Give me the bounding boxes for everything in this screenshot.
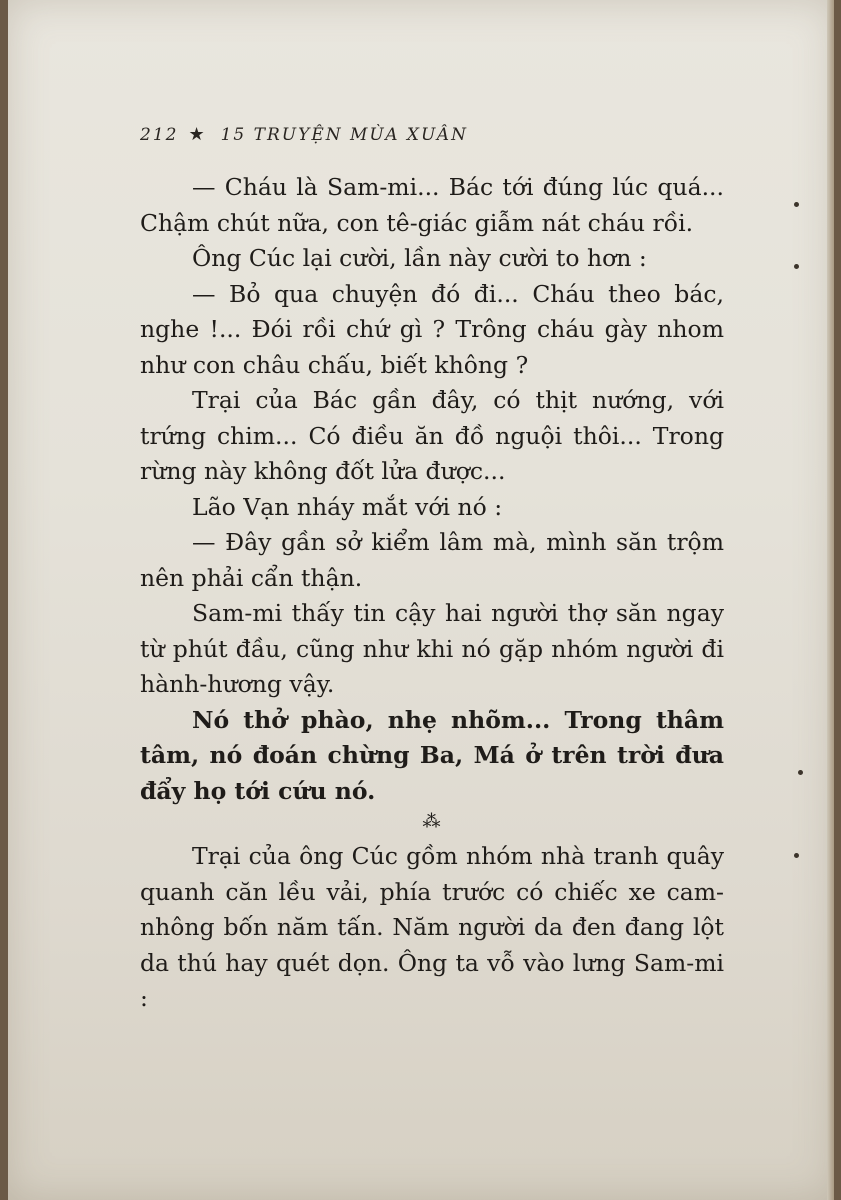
page-edge	[827, 0, 834, 1200]
paper-speck	[794, 264, 799, 269]
star-icon: ★	[188, 124, 207, 145]
paragraph: Sam-mi thấy tin cậy hai người thợ săn ngay từ phút đầu, cũng như khi nó gặp nhóm người đi hành-hương vậy.	[140, 599, 724, 698]
paragraph: Trại của ông Cúc gồm nhóm nhà tranh quây quanh căn lều vải, phía trước có chiếc xe cam-nhông bốn năm tấn. Năm người da đen đang lột da thú hay quét dọn. Ông ta vỗ vào lưng Sam-mi :	[140, 842, 724, 1012]
paragraph: Lão Vạn nháy mắt với nó :	[192, 492, 503, 521]
paragraph: Ông Cúc lại cười, lần này cười to hơn :	[192, 244, 647, 272]
page-number: 212	[140, 125, 179, 145]
body-text	[140, 170, 724, 1017]
paragraph: — Cháu là Sam-mi... Bác tới đúng lúc quá... Chậm chút nữa, con tê-giác giẫm nát cháu rồi.	[140, 173, 724, 237]
paper-speck	[794, 202, 799, 207]
section-break: ⁂	[422, 811, 442, 832]
paragraph: — Đây gần sở kiểm lâm mà, mình săn trộm nên phải cẩn thận.	[140, 528, 724, 592]
book-title: 15 TRUYỆN MÙA XUÂN	[220, 125, 468, 145]
paragraph: Nó thở phào, nhẹ nhõm... Trong thâm tâm, nó đoán chừng Ba, Má ở trên trời đưa đẩy họ tới cứu nó.	[140, 705, 724, 805]
paragraph: Trại của Bác gần đây, có thịt nướng, với trứng chim... Có điều ăn đồ nguội thôi... Trong rừng này không đốt lửa được...	[140, 386, 724, 485]
paper-speck	[794, 853, 799, 858]
book-page	[8, 0, 834, 1200]
paper-speck	[798, 770, 803, 775]
paragraph: — Bỏ qua chuyện đó đi... Cháu theo bác, nghe !... Đói rồi chứ gì ? Trông cháu gày nhom như con châu chấu, biết không ?	[140, 279, 724, 379]
running-header	[140, 124, 468, 145]
